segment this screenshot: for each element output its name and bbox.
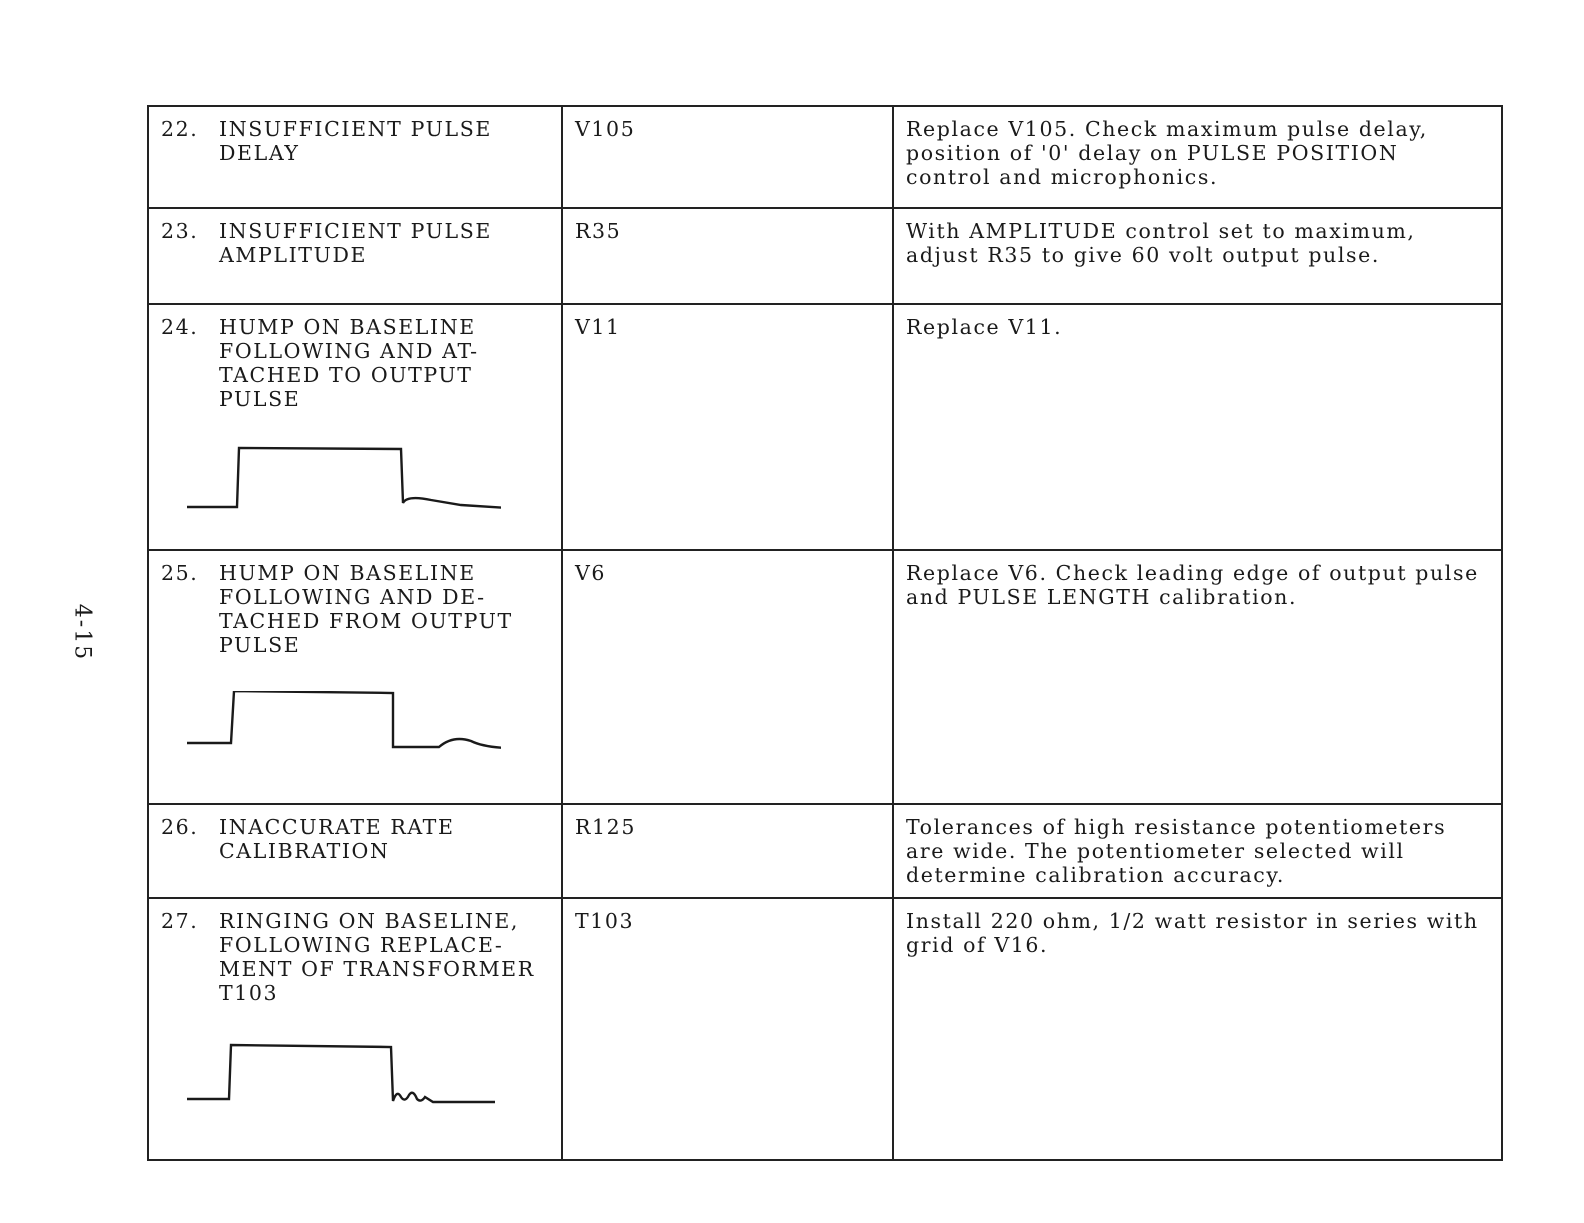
table-row (148, 804, 1502, 898)
trouble-symptom: INACCURATE RATE CALIBRATION (219, 815, 455, 863)
trouble-symptom: INSUFFICIENT PULSE AMPLITUDE (219, 219, 492, 267)
row-number: 23. (161, 219, 199, 243)
part-cell: R125 (562, 804, 893, 898)
trouble-symptom: INSUFFICIENT PULSE DELAY (219, 117, 492, 165)
part-cell: V11 (562, 304, 893, 550)
trouble-cell (148, 804, 562, 898)
troubleshooting-table (147, 105, 1503, 1161)
waveform-attached-hump (161, 445, 501, 525)
table-row (148, 898, 1502, 1160)
page-number: 4-15 (69, 603, 95, 662)
trouble-symptom: HUMP ON BASELINE FOLLOWING AND AT- TACHED TO OUTPUT PULSE (219, 315, 479, 411)
remedy-cell: Replace V11. (893, 304, 1502, 550)
part-cell: T103 (562, 898, 893, 1160)
part-cell: V105 (562, 106, 893, 208)
table-row (148, 304, 1502, 550)
remedy-cell: Replace V6. Check leading edge of output pulse and PULSE LENGTH calibration. (893, 550, 1502, 804)
remedy-cell: Tolerances of high resistance potentiometers are wide. The potentiometer selected will determine calibration accuracy. (893, 804, 1502, 898)
trouble-cell (148, 106, 562, 208)
table-row (148, 208, 1502, 304)
remedy-cell: With AMPLITUDE control set to maximum, adjust R35 to give 60 volt output pulse. (893, 208, 1502, 304)
trouble-symptom: HUMP ON BASELINE FOLLOWING AND DE- TACHED FROM OUTPUT PULSE (219, 561, 513, 657)
part-cell: V6 (562, 550, 893, 804)
remedy-cell: Install 220 ohm, 1/2 watt resistor in series with grid of V16. (893, 898, 1502, 1160)
trouble-symptom: RINGING ON BASELINE, FOLLOWING REPLACE- MENT OF TRANSFORMER T103 (219, 909, 535, 1005)
part-cell: R35 (562, 208, 893, 304)
table-row (148, 106, 1502, 208)
row-number: 22. (161, 117, 199, 141)
row-number: 24. (161, 315, 199, 339)
waveform-detached-hump (161, 691, 501, 771)
trouble-cell (148, 304, 562, 550)
row-number: 26. (161, 815, 199, 839)
table-row (148, 550, 1502, 804)
trouble-cell (148, 208, 562, 304)
trouble-cell (148, 550, 562, 804)
remedy-cell: Replace V105. Check maximum pulse delay, position of '0' delay on PULSE POSITION control and microphonics. (893, 106, 1502, 208)
row-number: 27. (161, 909, 199, 933)
trouble-cell (148, 898, 562, 1160)
waveform-ringing (161, 1039, 501, 1119)
row-number: 25. (161, 561, 199, 585)
